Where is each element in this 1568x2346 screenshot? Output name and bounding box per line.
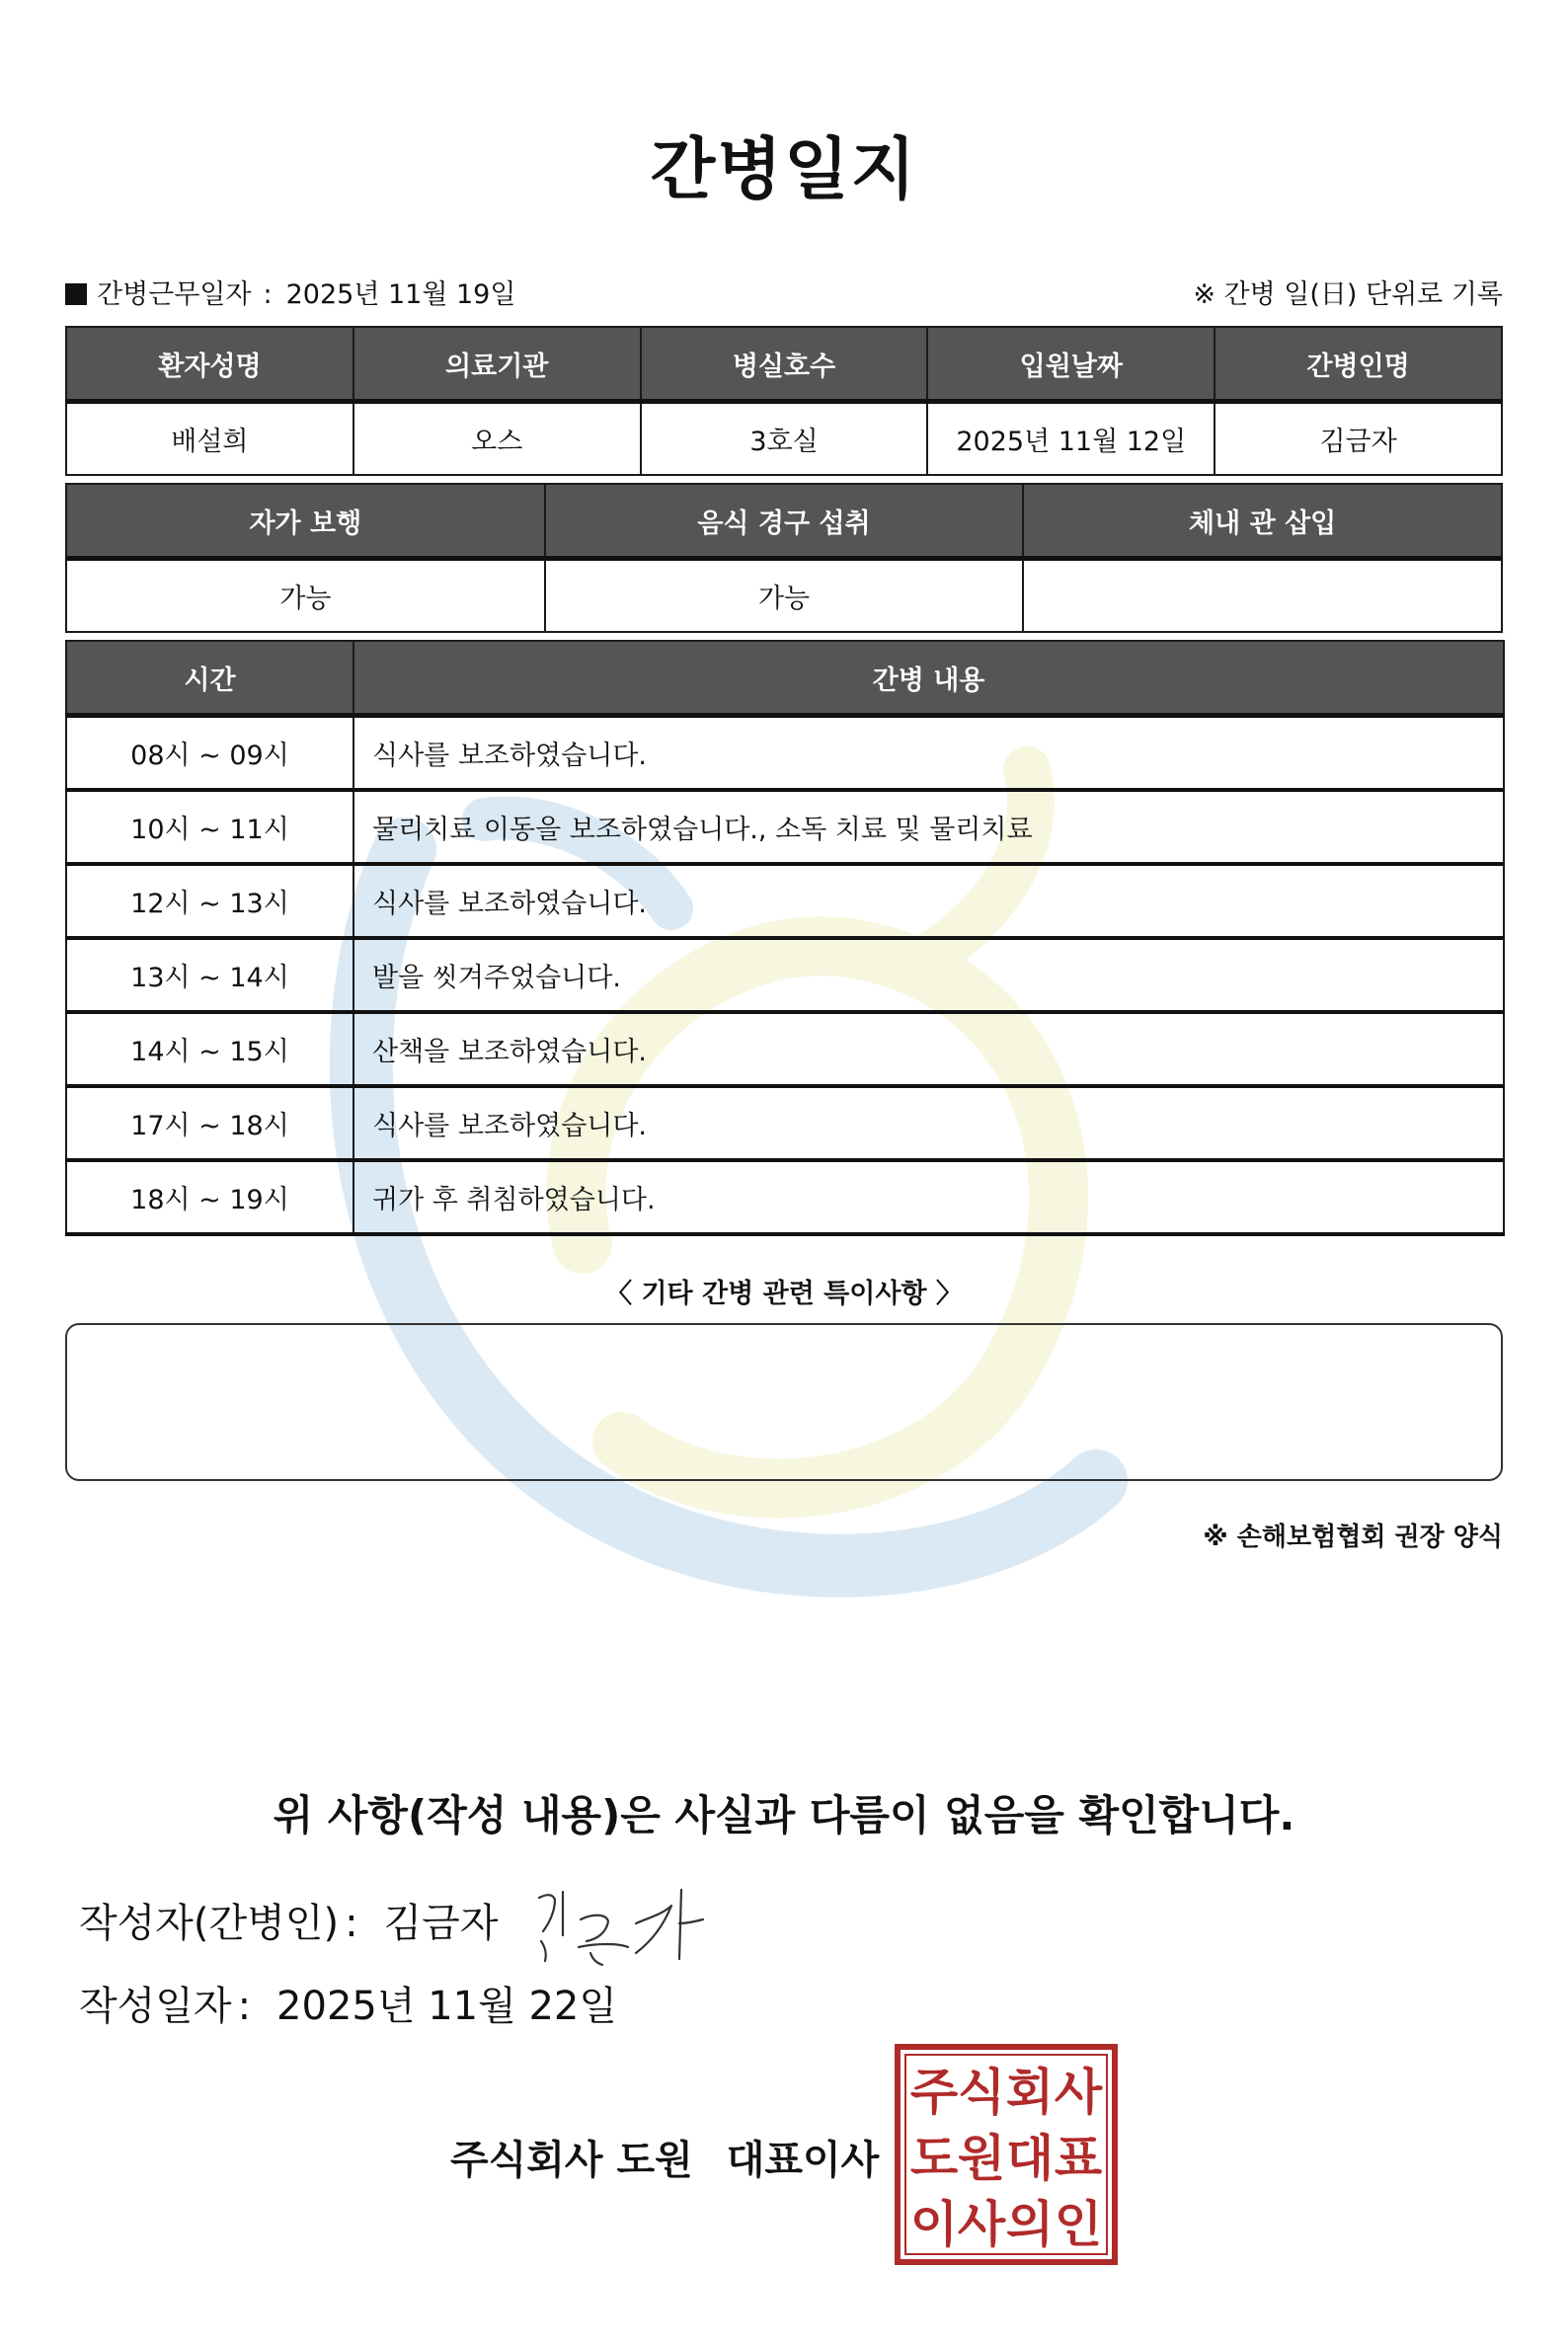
content-cell: 산책을 보조하였습니다. [353,1012,1504,1086]
self-walking-value: 가능 [66,559,545,633]
header-care-content: 간병 내용 [353,641,1504,716]
form-source-note: ※ 손해보험협회 권장 양식 [1203,1523,1503,1552]
handwritten-signature-icon [533,1884,711,1973]
svg-text:의: 의 [1005,2196,1055,2253]
time-cell: 18시 ~ 19시 [66,1160,353,1234]
svg-text:식: 식 [957,2064,1006,2121]
svg-text:대: 대 [1005,2130,1055,2187]
patient-name-value: 배설희 [66,402,353,476]
table-row [66,716,1504,791]
company-name: 주식회사 도원 [450,2138,693,2183]
table-row [66,864,1504,938]
admission-date-value: 2025년 11월 12일 [927,402,1215,476]
tube-insertion-value [1023,559,1502,633]
header-time: 시간 [66,641,353,716]
header-tube-insertion: 체내 관 삽입 [1023,484,1502,559]
time-cell: 13시 ~ 14시 [66,938,353,1012]
special-notes-title: 〈 기타 간병 관련 특이사항 〉 [605,1279,963,1309]
work-date [65,273,515,311]
special-notes-box [65,1323,1503,1481]
table-row [66,1086,1504,1160]
date-line [79,1975,617,2031]
header-oral-intake: 음식 경구 섭취 [545,484,1024,559]
content-cell: 물리치료 이동을 보조하였습니다., 소독 치료 및 물리치료 [353,790,1504,864]
header-hospital: 의료기관 [353,327,641,402]
oral-intake-value: 가능 [545,559,1024,633]
svg-text:원: 원 [957,2130,1006,2187]
colon: : [237,1984,252,2029]
svg-text:이: 이 [909,2196,959,2253]
header-admission-date: 입원날짜 [927,327,1215,402]
caregiver-name-value: 김금자 [1215,402,1502,476]
svg-text:회: 회 [1005,2064,1055,2121]
svg-text:사: 사 [957,2196,1006,2253]
content-cell: 식사를 보조하였습니다. [353,864,1504,938]
time-cell: 14시 ~ 15시 [66,1012,353,1086]
work-date-label: 간병근무일자 [97,279,252,310]
header-patient-name: 환자성명 [66,327,353,402]
svg-text:인: 인 [1054,2196,1103,2253]
time-cell: 08시 ~ 09시 [66,716,353,791]
table-row [66,938,1504,1012]
hospital-value: 오스 [353,402,641,476]
writer-name: 김금자 [383,1901,499,1946]
colon: : [263,279,273,310]
care-log-table [65,640,1505,1236]
content-cell: 식사를 보조하였습니다. [353,716,1504,791]
content-cell: 발을 씻겨주었습니다. [353,938,1504,1012]
time-cell: 12시 ~ 13시 [66,864,353,938]
company-title: 대표이사 [726,2138,880,2183]
company-seal-icon [895,2044,1118,2265]
table-row [66,790,1504,864]
company-signature [450,2129,879,2185]
date-label: 작성일자 [79,1984,232,2029]
confirmation-statement: 위 사항(작성 내용)은 사실과 다름이 없음을 확인합니다. [273,1791,1295,1839]
work-date-value: 2025년 11월 19일 [285,279,516,310]
patient-info-table [65,326,1503,476]
writer-label: 작성자(간병인) [79,1901,340,1946]
date-value: 2025년 11월 22일 [276,1984,617,2029]
room-number-value: 3호실 [641,402,928,476]
time-cell: 17시 ~ 18시 [66,1086,353,1160]
table-row [66,1012,1504,1086]
patient-status-table [65,483,1503,633]
content-cell: 귀가 후 취침하였습니다. [353,1160,1504,1234]
svg-text:표: 표 [1054,2130,1103,2187]
svg-text:사: 사 [1054,2064,1103,2121]
time-cell: 10시 ~ 11시 [66,790,353,864]
daily-record-note: ※ 간병 일(日) 단위로 기록 [1193,279,1503,310]
meta-row [65,273,1503,308]
document-title: 간병일지 [650,131,918,209]
header-room-number: 병실호수 [641,327,928,402]
writer-line [79,1892,498,1948]
square-bullet-icon [65,283,87,305]
svg-text:주: 주 [909,2064,959,2121]
header-self-walking: 자가 보행 [66,484,545,559]
table-row [66,1160,1504,1234]
colon: : [345,1901,358,1946]
header-caregiver-name: 간병인명 [1215,327,1502,402]
content-cell: 식사를 보조하였습니다. [353,1086,1504,1160]
svg-text:도: 도 [909,2130,959,2187]
